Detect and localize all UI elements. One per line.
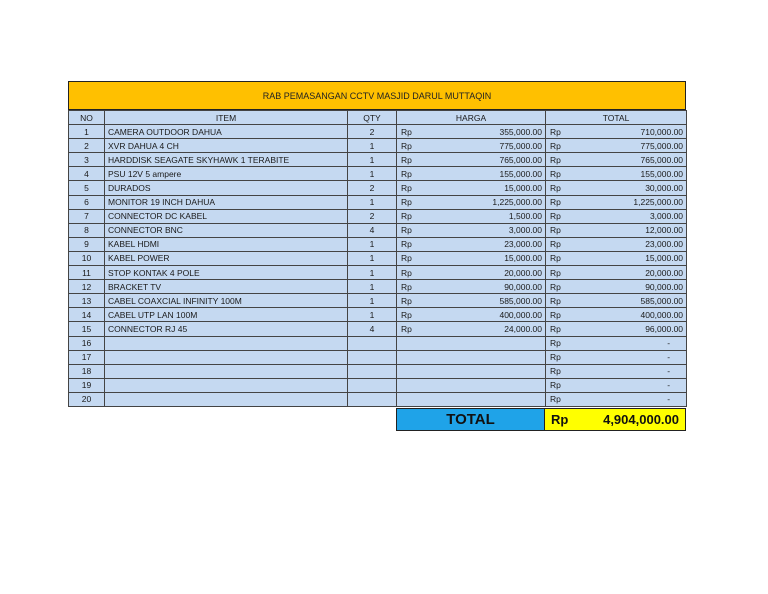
cell-qty[interactable]: 1 bbox=[348, 139, 397, 153]
cell-total[interactable]: 765,000.00 bbox=[565, 153, 687, 167]
cell-total-currency[interactable]: Rp bbox=[546, 336, 565, 350]
cell-item[interactable]: MONITOR 19 INCH DAHUA bbox=[105, 195, 348, 209]
table-row bbox=[69, 125, 687, 139]
cell-item[interactable] bbox=[105, 392, 348, 406]
cell-total-currency[interactable]: Rp bbox=[546, 125, 565, 139]
table-row bbox=[69, 181, 687, 195]
cell-total[interactable]: 1,225,000.00 bbox=[565, 195, 687, 209]
cell-harga[interactable]: 23,000.00 bbox=[416, 237, 546, 251]
cell-harga-currency[interactable]: Rp bbox=[397, 167, 416, 181]
cell-total-currency[interactable]: Rp bbox=[546, 392, 565, 406]
cell-harga[interactable]: 355,000.00 bbox=[416, 125, 546, 139]
cell-harga[interactable]: 3,000.00 bbox=[416, 223, 546, 237]
cell-harga-currency[interactable] bbox=[397, 364, 416, 378]
table-row bbox=[69, 392, 687, 406]
cell-total[interactable]: - bbox=[565, 392, 687, 406]
cell-item[interactable] bbox=[105, 336, 348, 350]
cell-total-currency[interactable]: Rp bbox=[546, 378, 565, 392]
cell-qty[interactable] bbox=[348, 392, 397, 406]
cell-total-currency[interactable]: Rp bbox=[546, 308, 565, 322]
cell-harga-currency[interactable]: Rp bbox=[397, 209, 416, 223]
grand-total-cell[interactable] bbox=[545, 408, 686, 431]
cell-total-currency[interactable]: Rp bbox=[546, 153, 565, 167]
header-no[interactable]: NO bbox=[69, 111, 105, 125]
cell-qty[interactable]: 1 bbox=[348, 294, 397, 308]
budget-table bbox=[68, 110, 687, 407]
cell-harga[interactable] bbox=[416, 364, 546, 378]
cell-item[interactable]: STOP KONTAK 4 POLE bbox=[105, 266, 348, 280]
cell-qty[interactable] bbox=[348, 350, 397, 364]
header-total[interactable]: TOTAL bbox=[546, 111, 687, 125]
cell-no[interactable]: 10 bbox=[69, 251, 105, 265]
cell-total[interactable]: 30,000.00 bbox=[565, 181, 687, 195]
cell-harga-currency[interactable]: Rp bbox=[397, 251, 416, 265]
table-row bbox=[69, 223, 687, 237]
cell-item[interactable]: KABEL HDMI bbox=[105, 237, 348, 251]
cell-harga-currency[interactable]: Rp bbox=[397, 294, 416, 308]
cell-no[interactable]: 19 bbox=[69, 378, 105, 392]
cell-item[interactable] bbox=[105, 364, 348, 378]
cell-item[interactable]: CABEL UTP LAN 100M bbox=[105, 308, 348, 322]
cell-item[interactable]: KABEL POWER bbox=[105, 251, 348, 265]
cell-item[interactable]: CONNECTOR BNC bbox=[105, 223, 348, 237]
cell-no[interactable]: 8 bbox=[69, 223, 105, 237]
table-row bbox=[69, 237, 687, 251]
table-row bbox=[69, 308, 687, 322]
cell-item[interactable]: HARDDISK SEAGATE SKYHAWK 1 TERABITE bbox=[105, 153, 348, 167]
cell-qty[interactable]: 1 bbox=[348, 195, 397, 209]
table-row bbox=[69, 336, 687, 350]
cell-total[interactable]: 775,000.00 bbox=[565, 139, 687, 153]
cell-no[interactable]: 20 bbox=[69, 392, 105, 406]
cell-harga[interactable]: 15,000.00 bbox=[416, 181, 546, 195]
cell-total-currency[interactable]: Rp bbox=[546, 237, 565, 251]
cell-total-currency[interactable]: Rp bbox=[546, 364, 565, 378]
cell-item[interactable] bbox=[105, 350, 348, 364]
header-harga[interactable]: HARGA bbox=[397, 111, 546, 125]
cell-no[interactable]: 2 bbox=[69, 139, 105, 153]
cell-qty[interactable]: 1 bbox=[348, 308, 397, 322]
cell-total[interactable]: 23,000.00 bbox=[565, 237, 687, 251]
cell-no[interactable]: 14 bbox=[69, 308, 105, 322]
grand-total-value: 4,904,000.00 bbox=[603, 411, 679, 427]
cell-qty[interactable]: 2 bbox=[348, 181, 397, 195]
cell-no[interactable]: 11 bbox=[69, 266, 105, 280]
cell-harga-currency[interactable]: Rp bbox=[397, 139, 416, 153]
cell-item[interactable]: PSU 12V 5 ampere bbox=[105, 167, 348, 181]
cell-harga[interactable]: 20,000.00 bbox=[416, 266, 546, 280]
header-qty[interactable]: QTY bbox=[348, 111, 397, 125]
cell-harga-currency[interactable]: Rp bbox=[397, 322, 416, 336]
cell-harga-currency[interactable]: Rp bbox=[397, 181, 416, 195]
grand-total-row bbox=[68, 408, 686, 431]
cell-no[interactable]: 4 bbox=[69, 167, 105, 181]
cell-no[interactable]: 5 bbox=[69, 181, 105, 195]
cell-qty[interactable]: 2 bbox=[348, 209, 397, 223]
cell-harga[interactable] bbox=[416, 336, 546, 350]
cell-harga[interactable]: 400,000.00 bbox=[416, 308, 546, 322]
cell-harga-currency[interactable]: Rp bbox=[397, 195, 416, 209]
table-row bbox=[69, 209, 687, 223]
cell-total[interactable]: - bbox=[565, 364, 687, 378]
table-row bbox=[69, 280, 687, 294]
cell-no[interactable]: 12 bbox=[69, 280, 105, 294]
cell-qty[interactable] bbox=[348, 378, 397, 392]
cell-total[interactable]: 96,000.00 bbox=[565, 322, 687, 336]
cell-total-currency[interactable]: Rp bbox=[546, 181, 565, 195]
cell-harga[interactable]: 24,000.00 bbox=[416, 322, 546, 336]
cell-harga-currency[interactable]: Rp bbox=[397, 125, 416, 139]
cell-harga-currency[interactable] bbox=[397, 392, 416, 406]
cell-harga-currency[interactable] bbox=[397, 350, 416, 364]
cell-harga[interactable]: 155,000.00 bbox=[416, 167, 546, 181]
table-row bbox=[69, 294, 687, 308]
cell-item[interactable]: DURADOS bbox=[105, 181, 348, 195]
cell-no[interactable]: 16 bbox=[69, 336, 105, 350]
cell-qty[interactable]: 1 bbox=[348, 251, 397, 265]
cell-no[interactable]: 3 bbox=[69, 153, 105, 167]
header-row bbox=[69, 111, 687, 125]
cell-qty[interactable] bbox=[348, 364, 397, 378]
table-row bbox=[69, 322, 687, 336]
cell-harga-currency[interactable] bbox=[397, 336, 416, 350]
cell-harga-currency[interactable]: Rp bbox=[397, 153, 416, 167]
cell-total-currency[interactable]: Rp bbox=[546, 294, 565, 308]
cell-total[interactable]: 12,000.00 bbox=[565, 223, 687, 237]
cell-qty[interactable]: 1 bbox=[348, 153, 397, 167]
cell-item[interactable]: CABEL COAXCIAL INFINITY 100M bbox=[105, 294, 348, 308]
cell-total[interactable]: - bbox=[565, 336, 687, 350]
cell-no[interactable]: 17 bbox=[69, 350, 105, 364]
cell-total-currency[interactable]: Rp bbox=[546, 167, 565, 181]
table-row bbox=[69, 167, 687, 181]
cell-harga-currency[interactable]: Rp bbox=[397, 308, 416, 322]
cell-total-currency[interactable]: Rp bbox=[546, 251, 565, 265]
cell-harga-currency[interactable]: Rp bbox=[397, 280, 416, 294]
cell-total[interactable]: - bbox=[565, 350, 687, 364]
cell-qty[interactable]: 1 bbox=[348, 167, 397, 181]
cell-total-currency[interactable]: Rp bbox=[546, 209, 565, 223]
cell-qty[interactable]: 4 bbox=[348, 223, 397, 237]
cell-harga-currency[interactable]: Rp bbox=[397, 266, 416, 280]
cell-total[interactable]: 155,000.00 bbox=[565, 167, 687, 181]
cell-item[interactable]: CONNECTOR DC KABEL bbox=[105, 209, 348, 223]
cell-no[interactable]: 6 bbox=[69, 195, 105, 209]
table-row bbox=[69, 350, 687, 364]
cell-harga[interactable] bbox=[416, 392, 546, 406]
cell-qty[interactable]: 1 bbox=[348, 280, 397, 294]
table-row bbox=[69, 251, 687, 265]
header-item[interactable]: ITEM bbox=[105, 111, 348, 125]
cell-harga[interactable]: 15,000.00 bbox=[416, 251, 546, 265]
sheet-title[interactable]: RAB PEMASANGAN CCTV MASJID DARUL MUTTAQIN bbox=[68, 81, 686, 110]
cell-harga[interactable] bbox=[416, 350, 546, 364]
budget-sheet bbox=[68, 81, 686, 431]
cell-harga[interactable]: 585,000.00 bbox=[416, 294, 546, 308]
cell-total-currency[interactable]: Rp bbox=[546, 266, 565, 280]
cell-harga[interactable] bbox=[416, 378, 546, 392]
cell-no[interactable]: 15 bbox=[69, 322, 105, 336]
cell-total[interactable]: - bbox=[565, 378, 687, 392]
cell-total[interactable]: 710,000.00 bbox=[565, 125, 687, 139]
cell-harga[interactable]: 90,000.00 bbox=[416, 280, 546, 294]
cell-item[interactable]: XVR DAHUA 4 CH bbox=[105, 139, 348, 153]
cell-total-currency[interactable]: Rp bbox=[546, 223, 565, 237]
cell-item[interactable]: CONNECTOR RJ 45 bbox=[105, 322, 348, 336]
cell-harga[interactable]: 775,000.00 bbox=[416, 139, 546, 153]
cell-no[interactable]: 1 bbox=[69, 125, 105, 139]
cell-total[interactable]: 90,000.00 bbox=[565, 280, 687, 294]
cell-qty[interactable]: 4 bbox=[348, 322, 397, 336]
cell-total[interactable]: 20,000.00 bbox=[565, 266, 687, 280]
cell-total[interactable]: 400,000.00 bbox=[565, 308, 687, 322]
table-body bbox=[69, 125, 687, 407]
cell-harga[interactable]: 1,225,000.00 bbox=[416, 195, 546, 209]
table-row bbox=[69, 364, 687, 378]
cell-item[interactable] bbox=[105, 378, 348, 392]
table-row bbox=[69, 266, 687, 280]
table-row bbox=[69, 195, 687, 209]
cell-total-currency[interactable]: Rp bbox=[546, 322, 565, 336]
cell-total[interactable]: 15,000.00 bbox=[565, 251, 687, 265]
cell-harga-currency[interactable]: Rp bbox=[397, 237, 416, 251]
table-row bbox=[69, 153, 687, 167]
cell-item[interactable]: CAMERA OUTDOOR DAHUA bbox=[105, 125, 348, 139]
cell-item[interactable]: BRACKET TV bbox=[105, 280, 348, 294]
cell-total[interactable]: 585,000.00 bbox=[565, 294, 687, 308]
cell-no[interactable]: 9 bbox=[69, 237, 105, 251]
cell-total-currency[interactable]: Rp bbox=[546, 350, 565, 364]
cell-total[interactable]: 3,000.00 bbox=[565, 209, 687, 223]
cell-qty[interactable] bbox=[348, 336, 397, 350]
cell-harga-currency[interactable] bbox=[397, 378, 416, 392]
cell-qty[interactable]: 1 bbox=[348, 237, 397, 251]
cell-no[interactable]: 13 bbox=[69, 294, 105, 308]
cell-no[interactable]: 7 bbox=[69, 209, 105, 223]
cell-no[interactable]: 18 bbox=[69, 364, 105, 378]
cell-harga-currency[interactable]: Rp bbox=[397, 223, 416, 237]
cell-total-currency[interactable]: Rp bbox=[546, 139, 565, 153]
table-row bbox=[69, 378, 687, 392]
table-row bbox=[69, 139, 687, 153]
grand-total-currency: Rp bbox=[551, 411, 569, 427]
cell-qty[interactable]: 2 bbox=[348, 125, 397, 139]
cell-harga[interactable]: 1,500.00 bbox=[416, 209, 546, 223]
cell-total-currency[interactable]: Rp bbox=[546, 280, 565, 294]
cell-qty[interactable]: 1 bbox=[348, 266, 397, 280]
cell-harga[interactable]: 765,000.00 bbox=[416, 153, 546, 167]
grand-total-label[interactable]: TOTAL bbox=[396, 408, 545, 431]
cell-total-currency[interactable]: Rp bbox=[546, 195, 565, 209]
